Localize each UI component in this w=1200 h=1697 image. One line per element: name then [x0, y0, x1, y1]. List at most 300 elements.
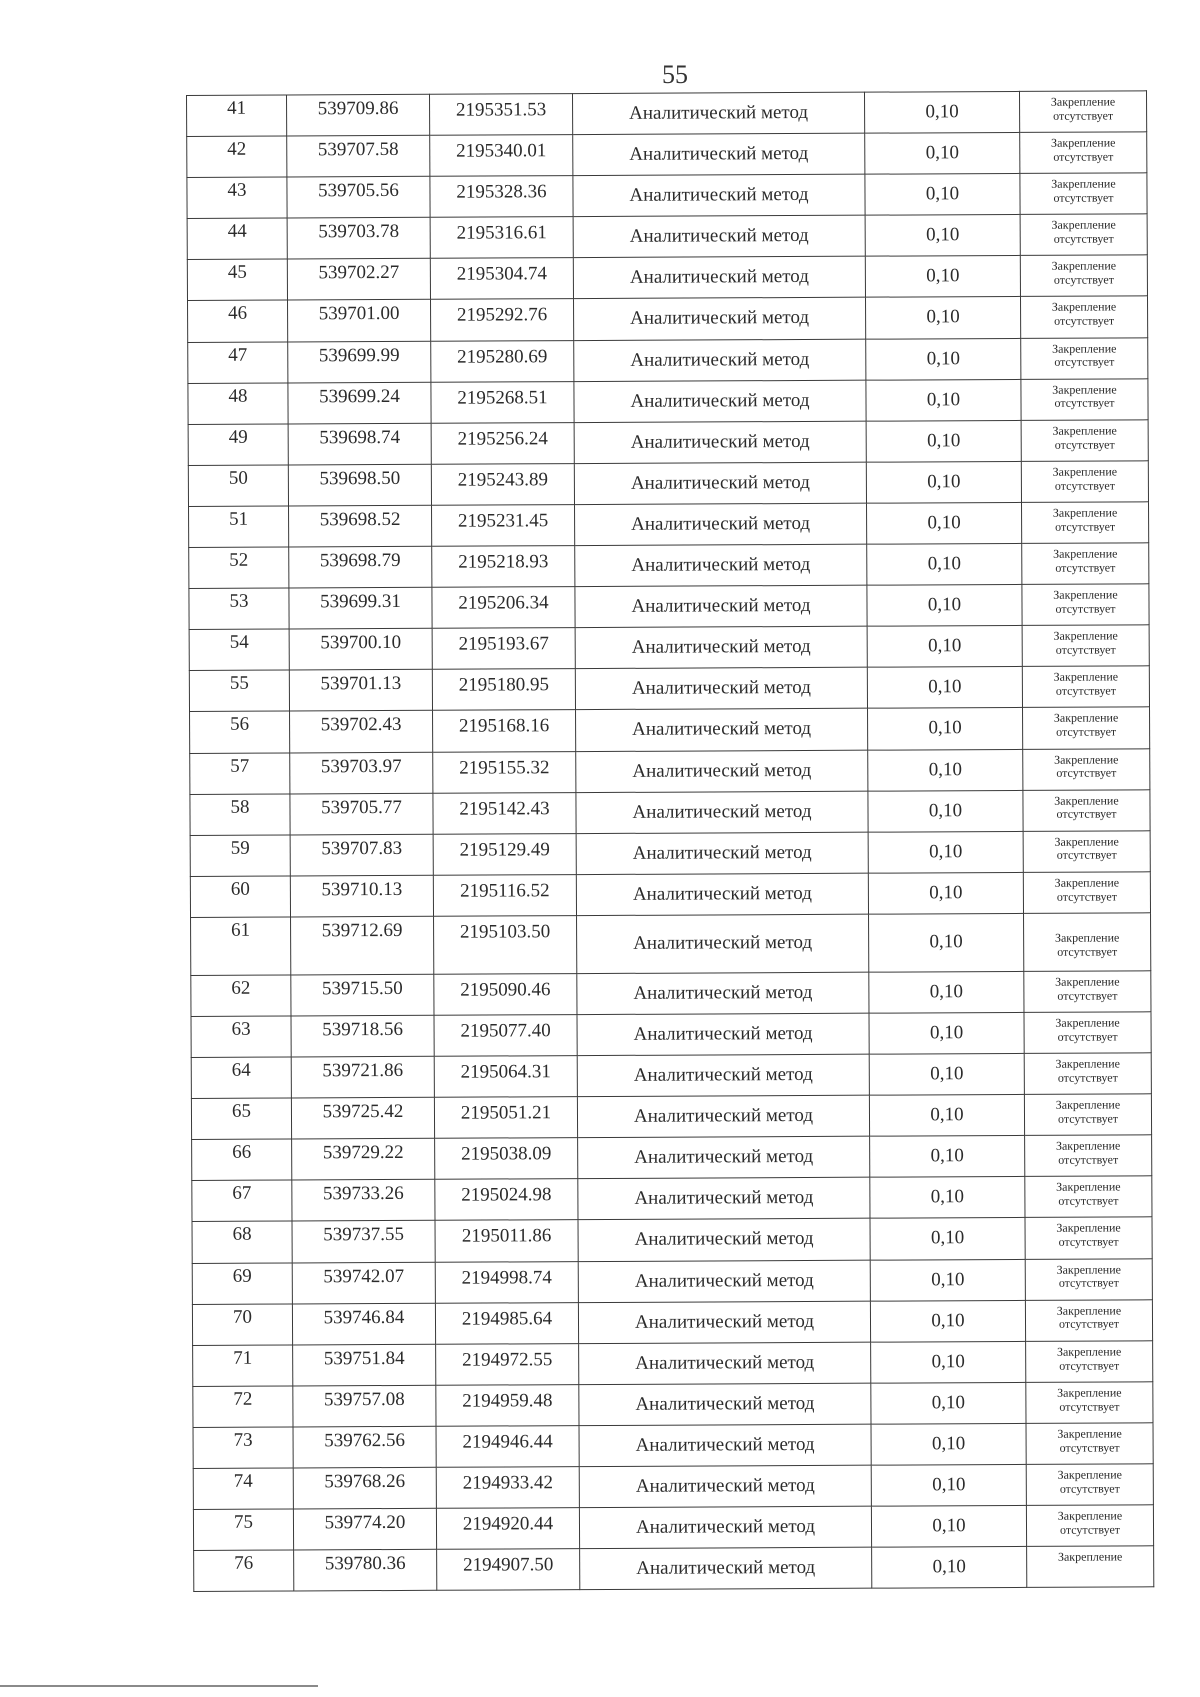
point-number-cell: 56 [190, 711, 290, 753]
accuracy-cell: 0,10 [869, 913, 1024, 972]
point-number-cell: 61 [191, 917, 291, 975]
table-row [187, 91, 1147, 137]
fixing-line: Закрепление [1057, 1467, 1122, 1482]
y-coordinate-cell: 2195155.32 [433, 751, 576, 793]
fixing-line: отсутствует [1059, 1357, 1120, 1373]
method-cell: Аналитический метод [576, 791, 868, 834]
fixing-cell [1025, 1135, 1152, 1177]
y-coordinate-cell: 2195292.76 [431, 299, 574, 341]
fixing-line: Закрепление [1054, 930, 1120, 945]
fixing-cell [1022, 666, 1149, 708]
table-row [192, 1299, 1152, 1345]
fixing-cell [1023, 872, 1150, 914]
x-coordinate-cell: 539702.27 [287, 259, 430, 301]
accuracy-cell: 0,10 [869, 971, 1024, 1013]
table-row [190, 830, 1150, 876]
y-coordinate-cell: 2194959.48 [436, 1384, 579, 1426]
table-row [188, 337, 1148, 383]
x-coordinate-cell: 539699.24 [288, 382, 431, 424]
x-coordinate-cell: 539702.43 [290, 711, 433, 753]
fixing-line: Закрепление [1051, 217, 1116, 233]
method-cell: Аналитический метод [580, 1547, 872, 1590]
x-coordinate-cell: 539709.86 [287, 94, 430, 136]
fixing-line: Закрепление [1054, 793, 1119, 808]
fixing-line: Закрепление [1053, 587, 1118, 602]
fixing-cell [1025, 1299, 1152, 1341]
table-body [187, 91, 1154, 1592]
y-coordinate-cell: 2195011.86 [435, 1220, 578, 1262]
table-row [188, 461, 1148, 507]
table-row [187, 214, 1147, 260]
fixing-line: отсутствует [1059, 1522, 1121, 1537]
fixing-cell [1023, 748, 1150, 790]
accuracy-cell: 0,10 [865, 174, 1020, 216]
point-number-cell: 74 [193, 1468, 293, 1510]
fixing-line: отсутствует [1053, 190, 1114, 205]
accuracy-cell: 0,10 [870, 1218, 1025, 1260]
method-cell: Аналитический метод [575, 626, 867, 669]
method-cell: Аналитический метод [576, 832, 868, 875]
table-row [189, 666, 1149, 712]
point-number-cell: 45 [187, 259, 287, 301]
accuracy-cell: 0,10 [868, 872, 1023, 914]
x-coordinate-cell: 539701.13 [289, 670, 432, 712]
fixing-line: Закрепление [1057, 1508, 1123, 1523]
point-number-cell: 76 [194, 1550, 294, 1592]
method-cell: Аналитический метод [573, 215, 865, 258]
table-row [189, 543, 1149, 589]
method-cell: Аналитический метод [577, 1095, 869, 1138]
method-cell: Аналитический метод [574, 298, 866, 341]
x-coordinate-cell: 539751.84 [293, 1344, 436, 1386]
x-coordinate-cell: 539698.79 [289, 546, 432, 588]
fixing-cell [1024, 971, 1151, 1013]
fixing-line: Закрепление [1057, 1549, 1123, 1564]
x-coordinate-cell: 539698.50 [288, 464, 431, 506]
fixing-cell [1026, 1464, 1153, 1506]
point-number-cell: 62 [191, 975, 291, 1017]
fixing-line: отсутствует [1055, 601, 1116, 616]
fixing-cell [1026, 1423, 1153, 1465]
fixing-cell [1024, 1094, 1151, 1136]
y-coordinate-cell: 2195051.21 [434, 1097, 577, 1139]
method-cell: Аналитический метод [573, 133, 865, 176]
table-row [188, 420, 1148, 466]
x-coordinate-cell: 539715.50 [291, 974, 434, 1016]
point-number-cell: 63 [191, 1016, 291, 1058]
point-number-cell: 58 [190, 794, 290, 836]
y-coordinate-cell: 2195206.34 [432, 587, 575, 629]
y-coordinate-cell: 2195193.67 [432, 628, 575, 670]
accuracy-cell: 0,10 [871, 1341, 1026, 1383]
x-coordinate-cell: 539757.08 [293, 1385, 436, 1427]
fixing-line: Закрепление [1054, 834, 1119, 849]
table-row [191, 1094, 1151, 1140]
fixing-line: Закрепление [1056, 1220, 1121, 1236]
fixing-line: отсутствует [1057, 988, 1118, 1003]
accuracy-cell: 0,10 [869, 1012, 1024, 1054]
method-cell: Аналитический метод [577, 972, 869, 1015]
x-coordinate-cell: 539698.74 [288, 423, 431, 465]
fixing-cell [1022, 584, 1149, 626]
fixing-line: отсутствует [1056, 765, 1117, 781]
fixing-cell [1022, 543, 1149, 585]
fixing-cell [1023, 830, 1150, 872]
y-coordinate-cell: 2195024.98 [435, 1179, 578, 1221]
x-coordinate-cell: 539746.84 [292, 1303, 435, 1345]
accuracy-cell: 0,10 [868, 790, 1023, 832]
y-coordinate-cell: 2195316.61 [430, 217, 573, 259]
y-coordinate-cell: 2194907.50 [437, 1549, 580, 1591]
y-coordinate-cell: 2195340.01 [430, 135, 573, 177]
fixing-line: отсутствует [1057, 944, 1118, 959]
point-number-cell: 73 [193, 1427, 293, 1469]
fixing-cell [1025, 1176, 1152, 1218]
accuracy-cell: 0,10 [865, 256, 1020, 298]
point-number-cell: 60 [190, 876, 290, 918]
method-cell: Аналитический метод [575, 667, 867, 710]
method-cell: Аналитический метод [578, 1136, 870, 1179]
table-row [187, 132, 1147, 178]
method-cell: Аналитический метод [579, 1506, 871, 1549]
accuracy-cell: 0,10 [871, 1382, 1026, 1424]
method-cell: Аналитический метод [574, 339, 866, 382]
accuracy-cell: 0,10 [870, 1259, 1025, 1301]
fixing-line: отсутствует [1057, 1029, 1118, 1044]
fixing-line: отсутствует [1058, 1193, 1119, 1208]
accuracy-cell: 0,10 [866, 338, 1021, 380]
method-cell: Аналитический метод [578, 1260, 870, 1303]
accuracy-cell: 0,10 [867, 502, 1022, 544]
y-coordinate-cell: 2194998.74 [435, 1261, 578, 1303]
method-cell: Аналитический метод [575, 544, 867, 587]
fixing-line: отсутствует [1053, 108, 1114, 123]
fixing-cell [1024, 1053, 1151, 1095]
point-number-cell: 68 [192, 1221, 292, 1263]
accuracy-cell: 0,10 [867, 585, 1022, 627]
method-cell: Аналитический метод [574, 421, 866, 464]
fixing-line: отсутствует [1055, 642, 1116, 657]
point-number-cell: 59 [190, 835, 290, 877]
y-coordinate-cell: 2195328.36 [430, 176, 573, 218]
method-cell: Аналитический метод [576, 709, 868, 752]
fixing-line: Закрепление [1056, 1303, 1122, 1318]
point-number-cell: 51 [189, 506, 289, 548]
fixing-line: отсутствует [1058, 1234, 1119, 1249]
x-coordinate-cell: 539699.31 [289, 587, 432, 629]
accuracy-cell: 0,10 [868, 708, 1023, 750]
fixing-line: Закрепление [1051, 176, 1116, 191]
y-coordinate-cell: 2195351.53 [429, 94, 572, 136]
x-coordinate-cell: 539705.77 [290, 793, 433, 835]
fixing-line: отсутствует [1054, 313, 1115, 329]
accuracy-cell: 0,10 [867, 543, 1022, 585]
table-row [188, 296, 1148, 342]
y-coordinate-cell: 2195064.31 [434, 1056, 577, 1098]
fixing-line: Закрепление [1056, 1261, 1121, 1277]
fixing-cell [1020, 214, 1147, 256]
table-row [193, 1382, 1153, 1428]
fixing-line: отсутствует [1055, 560, 1116, 575]
fixing-line: отсутствует [1056, 847, 1117, 863]
fixing-cell [1020, 255, 1147, 297]
fixing-line: отсутствует [1058, 1152, 1119, 1167]
fixing-line: отсутствует [1053, 231, 1114, 246]
point-number-cell: 71 [193, 1345, 293, 1387]
y-coordinate-cell: 2194946.44 [436, 1426, 579, 1468]
method-cell: Аналитический метод [575, 585, 867, 628]
accuracy-cell: 0,10 [866, 420, 1021, 462]
page-number: 55 [662, 60, 688, 89]
fixing-line: отсутствует [1058, 1275, 1119, 1291]
y-coordinate-cell: 2195231.45 [432, 505, 575, 547]
method-cell: Аналитический метод [579, 1465, 871, 1508]
fixing-line: Закрепление [1053, 710, 1119, 726]
x-coordinate-cell: 539780.36 [294, 1549, 437, 1591]
x-coordinate-cell: 539737.55 [292, 1221, 435, 1263]
x-coordinate-cell: 539742.07 [292, 1262, 435, 1304]
method-cell: Аналитический метод [576, 750, 868, 793]
accuracy-cell: 0,10 [868, 831, 1023, 873]
point-number-cell: 47 [188, 342, 288, 384]
accuracy-cell: 0,10 [865, 297, 1020, 339]
fixing-line: Закрепление [1055, 1097, 1121, 1112]
fixing-line: Закрепление [1050, 94, 1116, 109]
point-number-cell: 53 [189, 588, 289, 630]
accuracy-cell: 0,10 [869, 1095, 1024, 1137]
point-number-cell: 69 [192, 1263, 292, 1305]
table-row [191, 913, 1151, 976]
accuracy-cell: 0,10 [871, 1506, 1026, 1548]
fixing-cell [1023, 789, 1150, 831]
fixing-line: отсутствует [1054, 437, 1115, 452]
point-number-cell: 41 [187, 95, 287, 137]
table-row [187, 255, 1147, 301]
table-row [189, 584, 1149, 630]
accuracy-cell: 0,10 [870, 1177, 1025, 1219]
y-coordinate-cell: 2195038.09 [435, 1138, 578, 1180]
point-number-cell: 55 [189, 670, 289, 712]
table-row [190, 789, 1150, 835]
accuracy-cell: 0,10 [869, 1053, 1024, 1095]
fixing-line: Закрепление [1051, 135, 1116, 150]
x-coordinate-cell: 539712.69 [291, 916, 434, 975]
point-number-cell: 48 [188, 383, 288, 425]
fixing-line: отсутствует [1059, 1481, 1120, 1496]
x-coordinate-cell: 539699.99 [288, 341, 431, 383]
fixing-cell [1025, 1217, 1152, 1259]
table-row [187, 173, 1147, 219]
footer-divider [0, 1685, 318, 1687]
point-number-cell: 57 [190, 753, 290, 795]
x-coordinate-cell: 539733.26 [292, 1180, 435, 1222]
method-cell: Аналитический метод [574, 462, 866, 505]
table-row [192, 1176, 1152, 1222]
y-coordinate-cell: 2194933.42 [436, 1467, 579, 1509]
fixing-line: отсутствует [1059, 1440, 1120, 1455]
table-row [191, 971, 1151, 1017]
fixing-cell [1022, 502, 1149, 544]
fixing-cell [1019, 91, 1146, 133]
table-row [190, 748, 1150, 794]
point-number-cell: 75 [193, 1509, 293, 1551]
y-coordinate-cell: 2195180.95 [432, 669, 575, 711]
table-row [190, 707, 1150, 753]
method-cell: Аналитический метод [577, 914, 869, 973]
fixing-cell [1026, 1382, 1153, 1424]
fixing-cell [1020, 296, 1147, 338]
point-number-cell: 65 [191, 1098, 291, 1140]
fixing-cell [1020, 173, 1147, 215]
coordinates-table-wrapper [186, 90, 1154, 1592]
fixing-cell [1026, 1341, 1153, 1383]
table-row [190, 872, 1150, 918]
table-row [193, 1341, 1153, 1387]
fixing-line: Закрепление [1055, 1138, 1121, 1154]
fixing-line: Закрепление [1055, 974, 1120, 989]
fixing-cell [1021, 420, 1148, 462]
fixing-line: Закрепление [1057, 1426, 1122, 1441]
point-number-cell: 50 [188, 465, 288, 507]
fixing-line: Закрепление [1053, 628, 1118, 643]
point-number-cell: 54 [189, 629, 289, 671]
y-coordinate-cell: 2195129.49 [433, 833, 576, 875]
method-cell: Аналитический метод [576, 873, 868, 916]
fixing-line: отсутствует [1055, 519, 1116, 534]
table-row [191, 1053, 1151, 1099]
method-cell: Аналитический метод [579, 1383, 871, 1426]
y-coordinate-cell: 2195268.51 [431, 381, 574, 423]
point-number-cell: 43 [187, 177, 287, 219]
point-number-cell: 42 [187, 136, 287, 178]
x-coordinate-cell: 539703.97 [290, 752, 433, 794]
x-coordinate-cell: 539721.86 [291, 1056, 434, 1098]
fixing-line: отсутствует [1057, 1111, 1119, 1126]
y-coordinate-cell: 2195304.74 [430, 258, 573, 300]
table-row [192, 1217, 1152, 1263]
fixing-line: отсутствует [1057, 1070, 1118, 1085]
fixing-line: отсутствует [1056, 889, 1117, 904]
accuracy-cell: 0,10 [864, 91, 1019, 133]
fixing-line: отсутствует [1054, 395, 1115, 411]
fixing-line: Закрепление [1053, 546, 1118, 561]
point-number-cell: 52 [189, 547, 289, 589]
fixing-line: Закрепление [1054, 875, 1120, 890]
y-coordinate-cell: 2195116.52 [433, 874, 576, 916]
x-coordinate-cell: 539762.56 [293, 1426, 436, 1468]
fixing-cell [1023, 707, 1150, 749]
y-coordinate-cell: 2195077.40 [434, 1015, 577, 1057]
accuracy-cell: 0,10 [865, 215, 1020, 257]
fixing-cell [1027, 1546, 1154, 1588]
fixing-line: Закрепление [1051, 258, 1117, 274]
table-row [191, 1012, 1151, 1058]
x-coordinate-cell: 539705.56 [287, 176, 430, 218]
method-cell: Аналитический метод [578, 1178, 870, 1221]
accuracy-cell: 0,10 [872, 1547, 1027, 1589]
x-coordinate-cell: 539698.52 [289, 505, 432, 547]
fixing-line: Закрепление [1054, 751, 1119, 767]
method-cell: Аналитический метод [577, 1013, 869, 1056]
fixing-line: Закрепление [1052, 464, 1118, 479]
accuracy-cell: 0,10 [870, 1136, 1025, 1178]
table-row [193, 1423, 1153, 1469]
y-coordinate-cell: 2194920.44 [436, 1508, 579, 1550]
accuracy-cell: 0,10 [868, 749, 1023, 791]
point-number-cell: 46 [188, 300, 288, 342]
table-row [189, 502, 1149, 548]
y-coordinate-cell: 2195243.89 [431, 463, 574, 505]
table-row [192, 1135, 1152, 1181]
point-number-cell: 44 [187, 218, 287, 260]
fixing-line: Закрепление [1051, 299, 1117, 315]
x-coordinate-cell: 539774.20 [293, 1508, 436, 1550]
y-coordinate-cell: 2195103.50 [434, 915, 577, 974]
fixing-line: отсутствует [1056, 724, 1117, 739]
fixing-line: Закрепление [1055, 1056, 1120, 1071]
x-coordinate-cell: 539768.26 [293, 1467, 436, 1509]
accuracy-cell: 0,10 [871, 1423, 1026, 1465]
fixing-line: отсутствует [1054, 354, 1115, 370]
fixing-cell [1021, 337, 1148, 379]
fixing-line: отсутствует [1056, 806, 1117, 822]
point-number-cell: 70 [192, 1304, 292, 1346]
y-coordinate-cell: 2195280.69 [431, 340, 574, 382]
table-row [193, 1464, 1153, 1510]
method-cell: Аналитический метод [579, 1342, 871, 1385]
y-coordinate-cell: 2195090.46 [434, 973, 577, 1015]
method-cell: Аналитический метод [579, 1424, 871, 1467]
method-cell: Аналитический метод [577, 1054, 869, 1097]
accuracy-cell: 0,10 [867, 626, 1022, 668]
table-row [192, 1258, 1152, 1304]
fixing-line: отсутствует [1053, 272, 1114, 287]
table-row [194, 1546, 1154, 1592]
method-cell: Аналитический метод [578, 1301, 870, 1344]
method-cell: Аналитический метод [574, 380, 866, 423]
y-coordinate-cell: 2195142.43 [433, 792, 576, 834]
fixing-line: Закрепление [1052, 341, 1117, 356]
x-coordinate-cell: 539729.22 [292, 1139, 435, 1181]
fixing-line: отсутствует [1053, 149, 1114, 164]
y-coordinate-cell: 2195256.24 [431, 422, 574, 464]
x-coordinate-cell: 539725.42 [291, 1097, 434, 1139]
point-number-cell: 49 [188, 424, 288, 466]
x-coordinate-cell: 539701.00 [288, 300, 431, 342]
fixing-cell [1020, 132, 1147, 174]
fixing-line: Закрепление [1056, 1179, 1121, 1195]
accuracy-cell: 0,10 [871, 1464, 1026, 1506]
fixing-line: Закрепление [1057, 1385, 1122, 1400]
fixing-line: Закрепление [1052, 423, 1117, 438]
fixing-line: отсутствует [1055, 683, 1116, 698]
method-cell: Аналитический метод [573, 257, 865, 300]
table-row [193, 1505, 1153, 1551]
y-coordinate-cell: 2195218.93 [432, 546, 575, 588]
fixing-cell [1026, 1505, 1153, 1547]
point-number-cell: 66 [192, 1139, 292, 1181]
fixing-line: отсутствует [1059, 1399, 1120, 1414]
y-coordinate-cell: 2194985.64 [435, 1302, 578, 1344]
accuracy-cell: 0,10 [865, 133, 1020, 175]
accuracy-cell: 0,10 [867, 667, 1022, 709]
fixing-cell [1024, 913, 1151, 972]
x-coordinate-cell: 539703.78 [287, 218, 430, 260]
accuracy-cell: 0,10 [866, 461, 1021, 503]
fixing-cell [1024, 1012, 1151, 1054]
fixing-line: Закрепление [1052, 382, 1117, 397]
point-number-cell: 72 [193, 1386, 293, 1428]
